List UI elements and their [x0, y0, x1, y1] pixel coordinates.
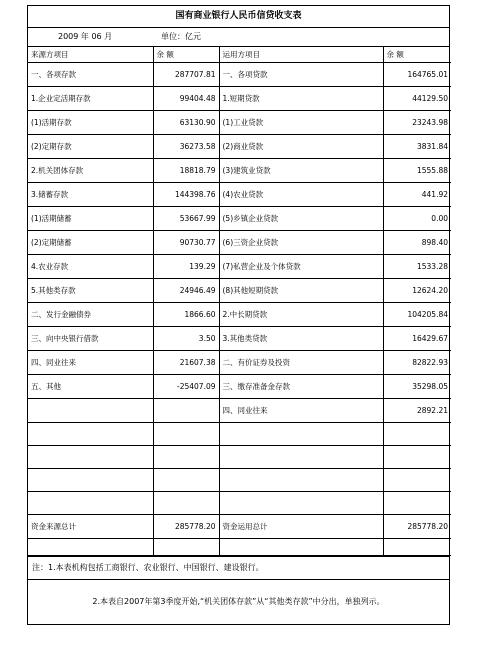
report-unit: 单位：亿元 [161, 32, 201, 41]
source-item-cell: (1)活期存款 [28, 111, 153, 135]
source-item-cell: (1)活期储蓄 [28, 207, 153, 231]
table-row [28, 351, 451, 375]
use-item-cell: 三、缴存准备金存款 [219, 375, 383, 399]
use-balance-cell: 2892.21 [383, 399, 451, 423]
table-row [28, 375, 451, 399]
report-date: 2009 年 06 月 [58, 32, 113, 41]
table-row [28, 255, 451, 279]
source-balance-cell: 18818.79 [153, 159, 219, 183]
table-row [28, 111, 451, 135]
source-balance-cell: 144398.76 [153, 183, 219, 207]
source-balance-cell: 285778.20 [153, 515, 219, 539]
source-balance-cell: 90730.77 [153, 231, 219, 255]
source-item-cell: 四、同业往来 [28, 351, 153, 375]
use-balance-cell: 82822.93 [383, 351, 451, 375]
source-balance-cell [153, 539, 219, 556]
use-item-cell: (3)建筑业贷款 [219, 159, 383, 183]
source-item-cell [28, 399, 153, 423]
use-balance-cell: 16429.67 [383, 327, 451, 351]
table-row [28, 183, 451, 207]
empty-row [28, 423, 451, 446]
table-row [28, 327, 451, 351]
use-balance-cell: 898.40 [383, 231, 451, 255]
use-balance-cell: 164765.01 [383, 63, 451, 87]
table-row [28, 231, 451, 255]
empty-row [28, 492, 451, 515]
source-balance-cell: 36273.58 [153, 135, 219, 159]
use-balance-cell: 1555.88 [383, 159, 451, 183]
source-balance-cell: 99404.48 [153, 87, 219, 111]
use-item-cell: 二、有价证券及投资 [219, 351, 383, 375]
report-sheet [27, 5, 450, 625]
report-meta [28, 28, 449, 47]
credit-table [28, 47, 451, 556]
source-balance-cell [153, 399, 219, 423]
use-item-cell: 一、各项贷款 [219, 63, 383, 87]
use-item-cell: 1.短期贷款 [219, 87, 383, 111]
use-balance-cell [383, 492, 451, 515]
use-item-cell: 资金运用总计 [219, 515, 383, 539]
total-row [28, 515, 451, 539]
footnote-2: 2.本表自2007年第3季度开始,“机关团体存款”从“其他类存款”中分出，单独列示。 [28, 579, 449, 624]
source-item-cell: 一、各项存款 [28, 63, 153, 87]
report-title: 国有商业银行人民币信贷收支表 [28, 6, 449, 28]
source-item-cell: 4.农业存款 [28, 255, 153, 279]
table-row [28, 159, 451, 183]
source-item-cell [28, 469, 153, 492]
source-item-cell: 2.机关团体存款 [28, 159, 153, 183]
use-item-cell: (4)农业贷款 [219, 183, 383, 207]
use-item-cell [219, 423, 383, 446]
header-use-item: 运用方项目 [219, 47, 383, 63]
table-row [28, 399, 451, 423]
source-item-cell: (2)定期储蓄 [28, 231, 153, 255]
source-item-cell: 三、向中央银行借款 [28, 327, 153, 351]
source-item-cell [28, 539, 153, 556]
use-balance-cell: 44129.50 [383, 87, 451, 111]
header-use-balance: 余 额 [383, 47, 451, 63]
use-balance-cell: 35298.05 [383, 375, 451, 399]
empty-row [28, 446, 451, 469]
source-item-cell [28, 423, 153, 446]
source-balance-cell: -25407.09 [153, 375, 219, 399]
use-item-cell: (2)商业贷款 [219, 135, 383, 159]
source-balance-cell: 24946.49 [153, 279, 219, 303]
use-balance-cell: 23243.98 [383, 111, 451, 135]
use-balance-cell: 1533.28 [383, 255, 451, 279]
use-item-cell: (5)乡镇企业贷款 [219, 207, 383, 231]
table-row [28, 279, 451, 303]
use-balance-cell [383, 446, 451, 469]
source-balance-cell: 139.29 [153, 255, 219, 279]
table-row [28, 303, 451, 327]
use-item-cell: (7)私营企业及个体贷款 [219, 255, 383, 279]
source-balance-cell [153, 469, 219, 492]
use-balance-cell: 285778.20 [383, 515, 451, 539]
source-balance-cell: 3.50 [153, 327, 219, 351]
source-balance-cell: 53667.99 [153, 207, 219, 231]
use-item-cell: (6)三资企业贷款 [219, 231, 383, 255]
use-balance-cell [383, 423, 451, 446]
table-row [28, 135, 451, 159]
source-item-cell [28, 492, 153, 515]
use-balance-cell: 0.00 [383, 207, 451, 231]
source-item-cell [28, 446, 153, 469]
use-balance-cell [383, 539, 451, 556]
source-item-cell: 资金来源总计 [28, 515, 153, 539]
table-header-row [28, 47, 451, 63]
use-item-cell: 四、同业往来 [219, 399, 383, 423]
use-item-cell [219, 469, 383, 492]
table-row [28, 87, 451, 111]
use-balance-cell: 3831.84 [383, 135, 451, 159]
use-item-cell [219, 539, 383, 556]
use-balance-cell: 104205.84 [383, 303, 451, 327]
use-item-cell: (1)工业贷款 [219, 111, 383, 135]
table-row [28, 207, 451, 231]
source-item-cell: 五、其他 [28, 375, 153, 399]
source-balance-cell: 63130.90 [153, 111, 219, 135]
empty-row [28, 469, 451, 492]
source-item-cell: (2)定期存款 [28, 135, 153, 159]
use-item-cell: (8)其他短期贷款 [219, 279, 383, 303]
source-balance-cell [153, 423, 219, 446]
source-balance-cell [153, 446, 219, 469]
source-balance-cell: 287707.81 [153, 63, 219, 87]
use-item-cell [219, 492, 383, 515]
source-item-cell: 5.其他类存款 [28, 279, 153, 303]
source-item-cell: 3.储蓄存款 [28, 183, 153, 207]
header-source-item: 来源方项目 [28, 47, 153, 63]
empty-row [28, 539, 451, 556]
footnote-1: 注：1.本表机构包括工商银行、农业银行、中国银行、建设银行。 [28, 556, 449, 579]
table-row [28, 63, 451, 87]
source-balance-cell: 21607.38 [153, 351, 219, 375]
source-item-cell: 1.企业定活期存款 [28, 87, 153, 111]
use-balance-cell: 441.92 [383, 183, 451, 207]
source-balance-cell [153, 492, 219, 515]
use-item-cell [219, 446, 383, 469]
use-item-cell: 2.中长期贷款 [219, 303, 383, 327]
use-balance-cell [383, 469, 451, 492]
header-source-balance: 余 额 [153, 47, 219, 63]
source-balance-cell: 1866.60 [153, 303, 219, 327]
use-balance-cell: 12624.20 [383, 279, 451, 303]
use-item-cell: 3.其他类贷款 [219, 327, 383, 351]
source-item-cell: 二、发行金融债券 [28, 303, 153, 327]
